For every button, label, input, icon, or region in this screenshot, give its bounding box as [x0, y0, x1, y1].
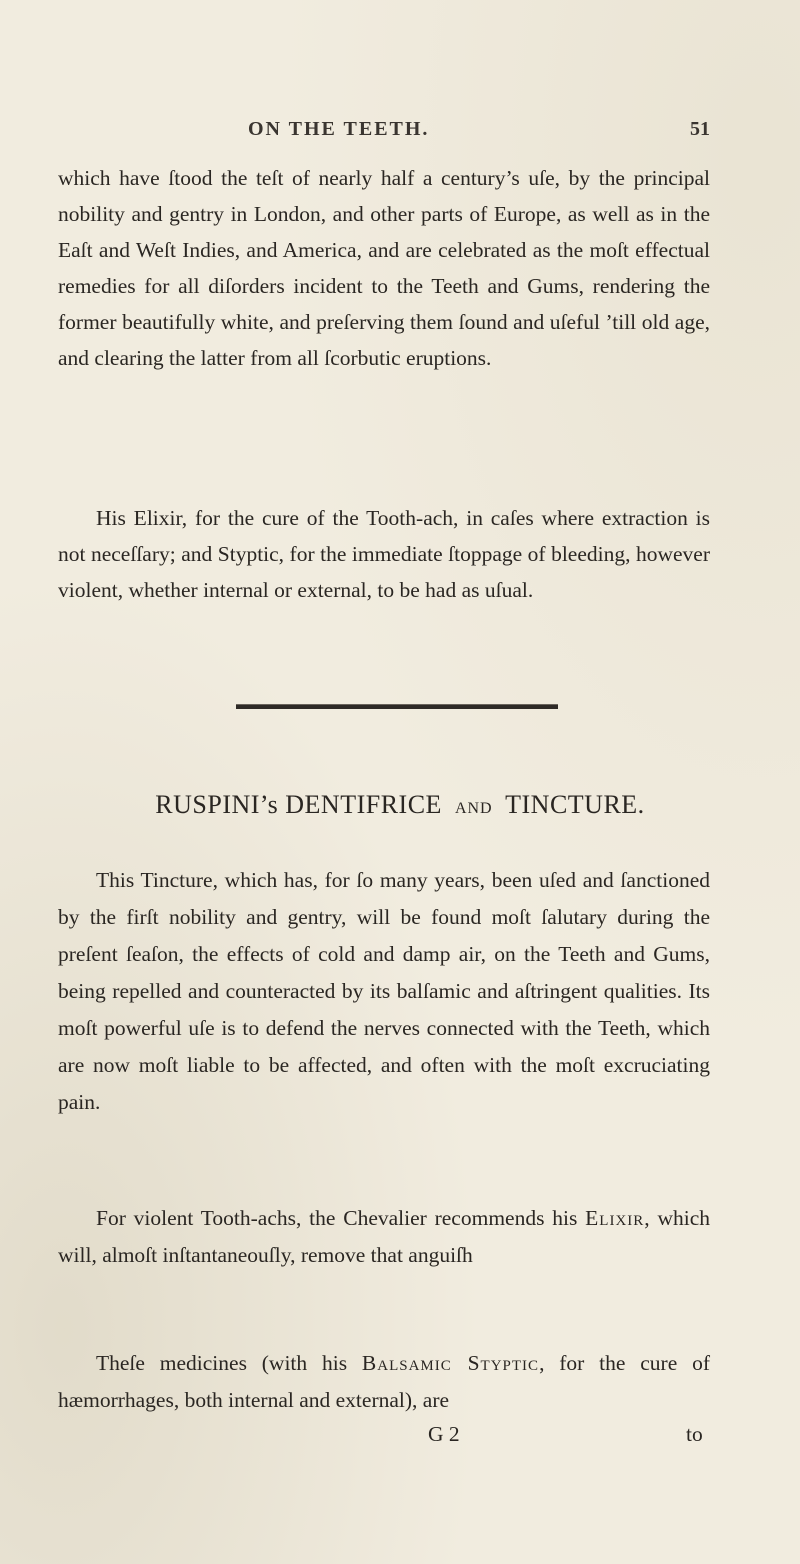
running-head	[0, 118, 800, 148]
p5-text-start: Theſe medicines (with his	[96, 1351, 348, 1375]
p5-styptic-term: Balsamic Styptic	[361, 1351, 540, 1375]
section-divider	[236, 704, 558, 709]
page-number: 51	[690, 118, 710, 140]
heading-title: RUSPINI’s DENTIFRICE	[155, 790, 442, 819]
heading-title-end: TINCTURE.	[505, 790, 645, 819]
signature-mark: G 2	[428, 1422, 460, 1446]
p4-elixir-term: Elixir	[585, 1206, 645, 1230]
running-title: ON THE TEETH.	[248, 118, 430, 140]
p5-text-end: , for the cure of hæmorrhages, both internal and external), are	[58, 1351, 710, 1412]
paragraph-continuation: which have ſtood the teſt of nearly half a century’s uſe, by the principal nobility and gentry in London, and other parts of Europe, as well as in the Eaſt and Weſt Indies, and America, and are celebrated as the moſt effectual remedies for all diſorders incident to the Teeth and Gums, rendering the former beautifully white, and preſerving them ſound and uſeful ’till old age, and clearing the latter from all ſcorbutic eruptions.	[58, 166, 710, 370]
paragraph-medicines	[58, 1345, 710, 1419]
page-footer	[0, 1422, 800, 1458]
paragraph-tooth-achs	[58, 1200, 710, 1274]
heading-conjunction: AND	[454, 800, 493, 817]
catchword: to	[686, 1422, 703, 1446]
section-heading	[0, 790, 800, 820]
paragraph-elixir: His Elixir, for the cure of the Tooth-ach, in caſes where extraction is not neceſſary; and Styptic, for the immediate ſtoppage of bleeding, however violent, whether internal or external, to be had as uſual.	[58, 506, 710, 602]
p4-text-start: For violent Tooth-achs, the Chevalier recommends his	[96, 1206, 578, 1230]
paragraph-tincture: This Tincture, which has, for ſo many years, been uſed and ſanctioned by the firſt nobility and gentry, will be found moſt ſalutary during the preſent ſeaſon, the effects of cold and damp air, on the Teeth and Gums, being repelled and counteracted by its balſamic and aſtringent qualities. Its moſt powerful uſe is to defend the nerves connected with the Teeth, which are now moſt liable to be affected, and often with the moſt excruciating pain.	[58, 868, 710, 1114]
p4-text-end: , which will, almoſt inſtantaneouſly, remove that anguiſh	[58, 1206, 710, 1267]
